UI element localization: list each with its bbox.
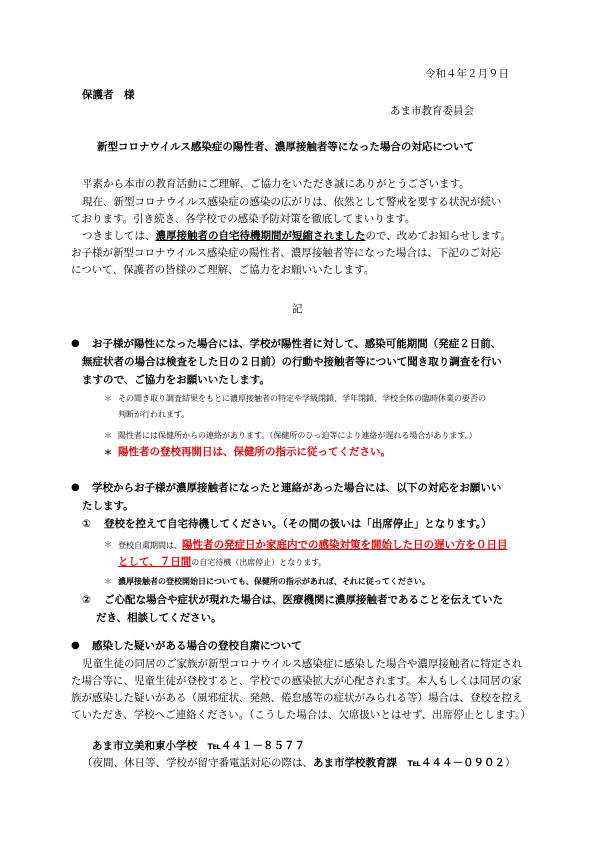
ki-marker: 記	[292, 303, 303, 315]
section-3-heading: 感染した疑いがある場合の登校自粛について	[92, 640, 302, 652]
intro-paragraph-2-line-2: ております。引き続き、各学校での感染予防対策を徹底してまいります。	[71, 213, 416, 225]
section-2-note-2: 濃厚接触者の登校開始日についても、保健所の指示があれば、それに従ってください。	[118, 577, 430, 586]
section-2-line-2: たします。	[82, 500, 134, 512]
section-3-bullet-icon: ●	[71, 640, 80, 651]
section-1-note-3: 陽性者の登校再開日は、保健所の指示に従ってください。	[118, 446, 391, 458]
section-1-line-2: 無症状者の場合は検査をした日の２日前）の行動や接触者等について聞き取り調査を行い	[82, 356, 502, 368]
section-1-note-2-mark: ＊	[104, 431, 112, 440]
section-2-bullet-icon: ●	[71, 482, 80, 493]
section-2-note-1-line-2	[118, 554, 327, 570]
intro-paragraph-3	[82, 228, 511, 244]
document-title: 新型コロナウイルス感染症の陽性者、濃厚接触者等になった場合の対応について	[97, 141, 475, 153]
document-date: 令和４年２月９日	[425, 68, 509, 80]
section-1-line-3: ますので、ご協力をお願いいたします。	[82, 374, 270, 386]
note-1-emphasis-1: 陽性者の発症日か家庭内での感染対策を開始した日の遅い方を０日目	[182, 539, 508, 551]
note-1-emphasis-2: として、７日間	[118, 556, 192, 568]
intro-p3-emphasis: 濃厚接触者の自宅待機期間が短縮されました	[155, 230, 366, 242]
section-1-note-1-line-2: 判断が行われます。	[118, 410, 190, 419]
section-1-bullet-icon: ●	[71, 338, 80, 349]
intro-p3-pre: つきましては、	[82, 230, 156, 242]
note-1-lead: 登校自粛期間は、	[118, 541, 182, 550]
section-3-line-2: た場合等に、児童生徒が登校すると、学校での感染拡大が心配されます。本人もしくは同居の家	[71, 675, 522, 687]
section-2-note-2-mark: ＊	[104, 577, 112, 586]
section-1-note-1-line-1: その聞き取り調査結果をもとに濃厚接触者の特定や学級閉鎖、学年閉鎖、学校全体の臨時休業の要否の	[118, 394, 486, 403]
sender: あま市教育委員会	[390, 105, 474, 117]
section-2-note-1-mark: ＊	[104, 540, 112, 549]
section-2-item-2-number: ②	[82, 594, 91, 606]
education-office-contact: あま市学校教育課 ℡４４４－０９０２	[313, 757, 505, 769]
intro-paragraph-2-line-1: 現在、新型コロナウイルス感染症の感染の広がりは、依然として警戒を要する状況が続い	[82, 196, 502, 208]
section-2-note-1-line-1	[118, 537, 508, 553]
section-2-item-1: 登校を控えて自宅待機してください。（その間の扱いは「出席停止」となります。）	[104, 518, 492, 530]
section-1-note-1-mark: ＊	[104, 394, 112, 403]
section-1-line-1: お子様が陽性になった場合には、学校が陽性者に対して、感染可能期間（発症２日前、	[92, 338, 502, 350]
section-1-note-3-mark: ＊	[104, 448, 112, 457]
after-hours-contact	[82, 755, 515, 771]
section-2-item-1-number: ①	[82, 518, 91, 530]
after-hours-close: ）	[504, 757, 516, 769]
note-1-tail: の自宅待機（出席停止）となります。	[191, 558, 327, 567]
recipient: 保護者 様	[82, 89, 135, 101]
section-3-line-4: ていただき、学校へご連絡ください。（こうした場合は、欠席扱いとはせず、出席停止とします。）	[71, 709, 531, 721]
section-1-note-2: 陽性者には保健所からの連絡があります。（保健所のひっ迫等により連絡が遅れる場合があります。）	[118, 431, 477, 440]
section-3-line-3: 族が感染した疑いがある（風邪症状、発熱、倦怠感等の症状がみられる等）場合は、登校を控え	[71, 692, 523, 704]
school-contact: あま市立美和東小学校 ℡４４１－８５７７	[92, 740, 305, 752]
intro-paragraph-1: 平素から本市の教育活動にご理解、ご協力をいただき誠にありがとうございます。	[82, 178, 470, 190]
after-hours-lead: （夜間、休日等、学校が留守番電話対応の際は、	[82, 757, 313, 769]
intro-paragraph-4-line-1: お子様が新型コロナウイルス感染症の陽性者、濃厚接触者等になった場合は、下記のご対応	[71, 247, 501, 259]
section-2-line-1: 学校からお子様が濃厚接触者になったと連絡があった場合には、以下の対応をお願いい	[92, 482, 502, 494]
intro-p3-post: ので、改めてお知らせします。	[365, 230, 512, 242]
section-2-item-2-line-1: ご心配な場合や症状が現れた場合は、医療機関に濃厚接触者であることを伝えていた	[104, 594, 503, 606]
section-2-item-2-line-2: だき、相談してください。	[96, 612, 222, 624]
section-3-line-1: 児童生徒の同居のご家族が新型コロナウイルス感染症に感染した場合や濃厚接触者に特定され	[82, 658, 523, 670]
intro-paragraph-4-line-2: について、保護者の皆様のご理解、ご協力をお願いいたします。	[71, 264, 375, 276]
